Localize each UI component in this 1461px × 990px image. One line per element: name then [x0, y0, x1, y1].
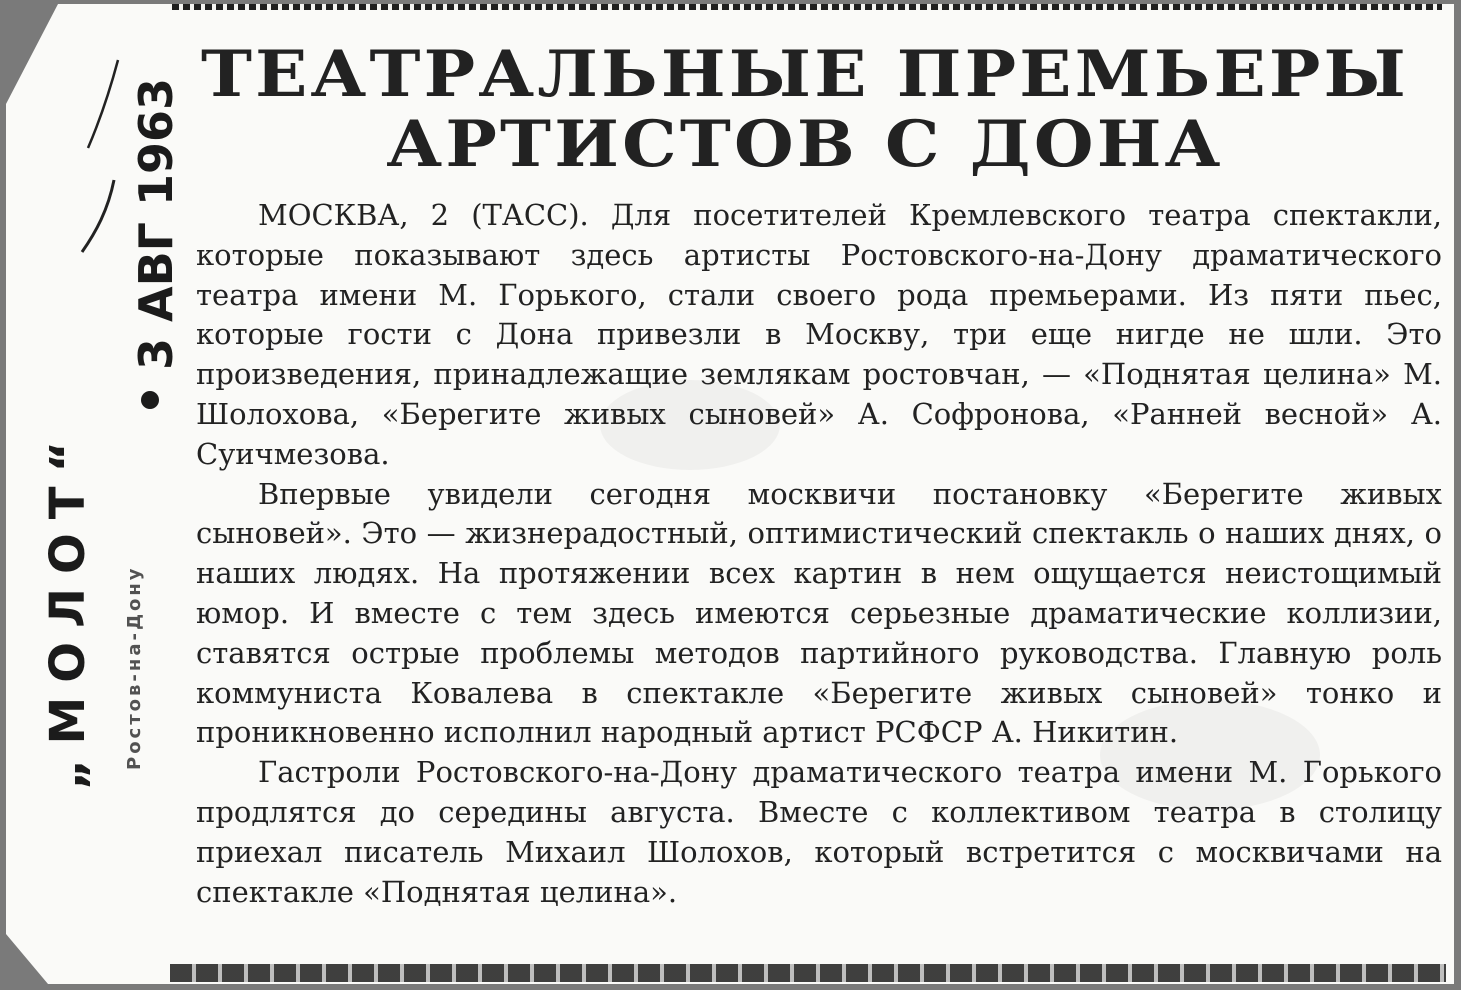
stamp-date: 3 АВГ 1963 — [129, 77, 183, 370]
article-paragraph-2: Впервые увидели сегодня москвичи постановку «Берегите живых сыновей». Это — жизнерадостный, оптимистический спектакль о наших днях, о наших людях. На протяжении всех картин в нем ощущается неистощимый юмор. И вместе с тем здесь имеются серьезные драматические коллизии, ставятся острые проблемы методов партийного руководства. Главную роль коммуниста Ковалева в спектакле «Берегите живых сыновей» тонко и проникновенно исполнил народный артист РСФСР А. Никитин. — [196, 476, 1442, 750]
stamp-bullet — [141, 391, 159, 409]
stamp-svg — [22, 20, 192, 940]
headline-line-1: ТЕАТРАЛЬНЫЕ ПРЕМЬЕРЫ — [200, 37, 1410, 112]
stamp-newspaper-name: „МОЛОТ“ — [40, 426, 96, 790]
headline-line-2: АРТИСТОВ С ДОНА — [386, 107, 1224, 182]
article-body — [196, 196, 1442, 912]
handwritten-mark — [82, 180, 114, 252]
newspaper-stamp — [22, 20, 192, 940]
article-paragraph-3: Гастроли Ростовского-на-Дону драматического театра имени М. Горького продлятся до середины августа. Вместе с коллективом театра в столицу приехал писатель Михаил Шолохов, который встретится с москвичами на спектакле «Поднятая целина». — [196, 755, 1442, 909]
handwritten-mark — [88, 60, 118, 148]
stamp-city: Ростов-на-Дону — [124, 565, 145, 770]
top-rule — [172, 4, 1442, 10]
article-headline — [200, 37, 1410, 182]
bottom-rule — [170, 964, 1446, 982]
article-paragraph-1: МОСКВА, 2 (ТАСС). Для посетителей Кремлевского театра спектакли, которые показывают здесь артисты Ростовского-на-Дону драматического театра имени М. Горького, стали своего рода премьерами. Из пяти пьес, которые гости с Дона привезли в Москву, три еще нигде не шли. Это произведения, принадлежащие землякам ростовчан, — «Поднятая целина» М. Шолохова, «Берегите живых сыновей» А. Софронова, «Ранней весной» А. Суичмезова. — [196, 198, 1442, 471]
